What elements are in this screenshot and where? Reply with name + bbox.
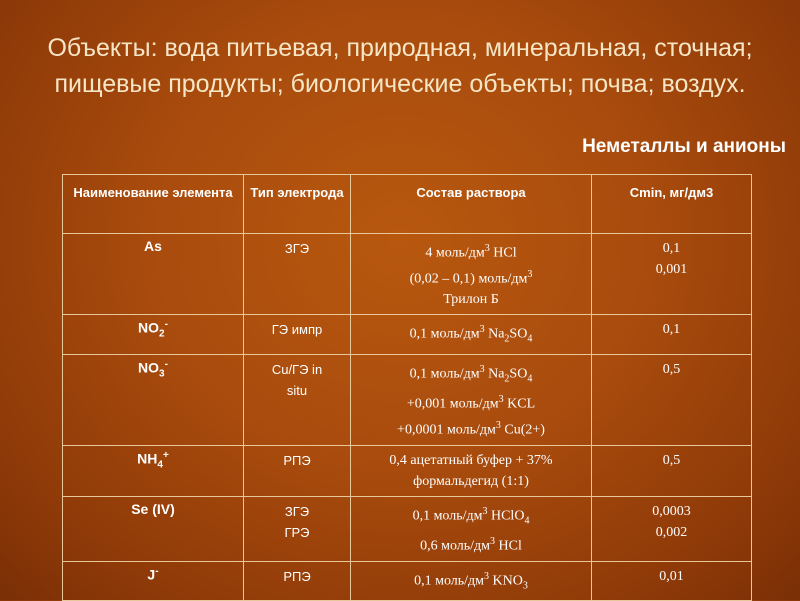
header-cmin: Cmin, мг/дм3 [592, 175, 752, 234]
cell-cmin-line: 0,002 [655, 524, 688, 540]
cell-solution-composition-line: 0,1 моль/$дм^3$ HClO$_4$ [412, 505, 530, 526]
cell-cmin [592, 234, 752, 315]
cell-solution-composition-line: 0,1 моль/$дм^3$ $Na_2SO_4$ [409, 363, 533, 385]
table-row [63, 315, 752, 354]
cell-electrode-type-line: Cu/ГЭ in [271, 361, 323, 377]
cell-element: $NO_2^-$ [63, 315, 244, 354]
cell-element: As [63, 234, 244, 315]
header-electrode-type: Тип электрода [244, 175, 351, 234]
cell-solution-composition-line: (0,02 – 0,1) моль/$дм^3$ [409, 268, 533, 287]
cell-cmin [592, 315, 752, 354]
cell-solution-composition-line: 0,1 моль/$дм^3$ $KNO_3$ [414, 570, 528, 592]
cell-element: $NH_4^+$ [63, 445, 244, 496]
header-element: Наименование элемента [63, 175, 244, 234]
cell-element: Se (IV) [63, 496, 244, 561]
cell-solution-composition-line: Трилон Б [443, 292, 499, 308]
table-row [63, 354, 752, 445]
cell-element: J- [63, 561, 244, 600]
cell-electrode-type-line: situ [286, 382, 308, 398]
cell-electrode-type [244, 354, 351, 445]
cell-solution-composition [351, 354, 592, 445]
cell-electrode-type-line: РПЭ [283, 568, 311, 584]
slide-title: Объекты: вода питьевая, природная, минеральная, сточная; пищевые продукты; биологические объекты; почва; воздух. [47, 34, 753, 98]
cell-solution-composition-line: 0,4 ацетатный буфер + 37% [389, 452, 553, 468]
table-row [63, 234, 752, 315]
table-row [63, 496, 752, 561]
cell-solution-composition-line: +0,0001 моль/$дм^3$ Cu(2+) [397, 419, 545, 438]
cell-electrode-type-line: ГРЭ [284, 524, 310, 540]
table-header-row [63, 175, 752, 234]
cell-solution-composition-line: 0,1 моль/$дм^3$ $Na_2SO_4$ [409, 324, 533, 345]
cell-cmin-line: 0,1 [662, 241, 681, 256]
cell-cmin-line: 0,5 [662, 361, 681, 377]
cell-solution-composition [351, 234, 592, 315]
table-body [63, 234, 752, 601]
cell-solution-composition-line: 0,6 моль/$дм^3$ HCl [420, 535, 522, 554]
data-table [62, 174, 752, 601]
cell-cmin [592, 496, 752, 561]
table-row [63, 445, 752, 496]
cell-solution-composition [351, 445, 592, 496]
cell-cmin-line: 0,001 [655, 262, 688, 277]
cell-solution-composition-line: +0,001 моль/$дм^3$ KCL [406, 394, 536, 412]
cell-cmin [592, 445, 752, 496]
cell-solution-composition-line: формальдегид (1:1) [413, 473, 529, 489]
cell-solution-composition [351, 561, 592, 600]
cell-electrode-type [244, 445, 351, 496]
table-row [63, 561, 752, 600]
cell-element: $NO_3^-$ [63, 354, 244, 445]
cell-solution-composition [351, 496, 592, 561]
cell-electrode-type-line: ГЭ импр [271, 322, 323, 338]
cell-solution-composition-line: 4 моль/$дм^3$ HCl [425, 243, 517, 261]
cell-electrode-type [244, 315, 351, 354]
cell-electrode-type [244, 496, 351, 561]
section-subtitle: Неметаллы и анионы [582, 136, 786, 157]
cell-electrode-type-line: РПЭ [283, 452, 311, 468]
cell-cmin-line: 0,5 [662, 452, 681, 468]
header-solution-composition: Состав раствора [351, 175, 592, 234]
cell-cmin-line: 0,0003 [652, 503, 691, 519]
cell-cmin-line: 0,1 [662, 322, 681, 338]
cell-electrode-type [244, 234, 351, 315]
cell-electrode-type-line: ЗГЭ [284, 241, 310, 256]
cell-cmin [592, 354, 752, 445]
cell-electrode-type [244, 561, 351, 600]
cell-cmin [592, 561, 752, 600]
cell-solution-composition [351, 315, 592, 354]
cell-electrode-type-line: ЗГЭ [284, 503, 310, 519]
cell-cmin-line: 0,01 [659, 568, 684, 584]
